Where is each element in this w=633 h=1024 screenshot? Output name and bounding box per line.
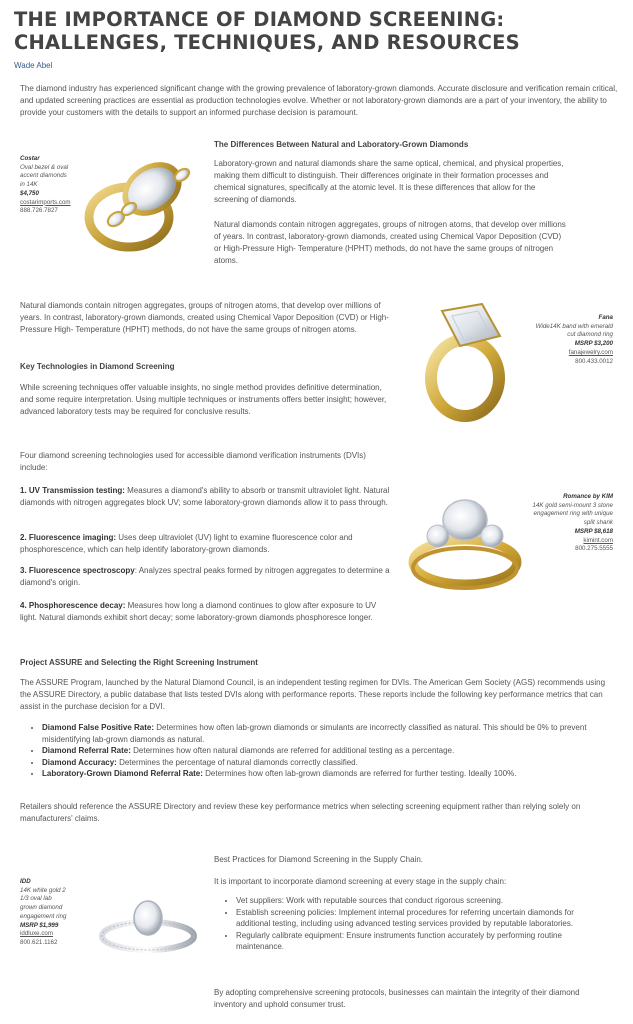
- assure-metrics-list: [20, 722, 624, 780]
- section-heading-assure: Project ASSURE and Selecting the Right Screening Instrument: [20, 658, 258, 667]
- intro-paragraph: The diamond industry has experienced significant change with the growing prevalence of laboratory-grown diamonds. Accurate disclosure and verification remain critical, and updated screening practices are essential as production technologies evolve. Whether or not laboratory-grown diamonds are a part of your inventory, the ability to provide your customers with the details to support an informed purchase decision is paramount.: [20, 84, 618, 117]
- dvi-item-2-label: 2. Fluorescence imaging:: [20, 533, 117, 542]
- fana-phone: 800.433.0012: [575, 357, 613, 365]
- romance-brand: Romance by KIM: [563, 493, 613, 500]
- costar-price: $4,750: [20, 189, 39, 197]
- metric-2-text: Determines how often natural diamonds are referred for additional testing as a percentage.: [130, 746, 455, 755]
- romance-url[interactable]: kimint.com: [583, 536, 613, 544]
- idd-ring-image: [96, 896, 200, 960]
- dvi-item-1-text: Measures a diamond's ability to absorb or transmit ultraviolet light. Natural diamonds with nitrogen aggregates block UV; some laboratory-grown diamonds allow it to pass through.: [20, 486, 390, 507]
- fana-caption: [505, 314, 613, 366]
- differences-paragraph-1: Laboratory-grown and natural diamonds share the same optical, chemical, and physical properties, making them difficult to distinguish. Their differences originate in their formation processes and chemical signatures, specifically at the atomic level. It is these differences that allow for the screening of diamonds.: [214, 159, 564, 204]
- dvi-item-3-text: : Analyzes spectral peaks formed by nitrogen aggregates to determine a diamond's origin.: [20, 566, 390, 587]
- dvi-item-1-label: 1. UV Transmission testing:: [20, 486, 125, 495]
- idd-desc-line-2: 1/3 oval lab: [20, 895, 52, 903]
- best-practices-closing: By adopting comprehensive screening protocols, businesses can maintain the integrity of their diamond inventory and uphold consumer trust.: [214, 988, 580, 1009]
- section-heading-best-practices: Best Practices for Diamond Screening in the Supply Chain.: [214, 855, 423, 864]
- fana-url[interactable]: fanajewelry.com: [568, 348, 613, 356]
- costar-desc-line-2: accent diamonds: [20, 172, 67, 180]
- fana-brand: Fana: [598, 314, 613, 321]
- metric-3-text: Determines the percentage of natural diamonds correctly classified.: [116, 757, 358, 767]
- romance-price: MSRP $8,618: [574, 527, 613, 535]
- dvi-intro: Four diamond screening technologies used for accessible diamond verification instruments (DVIs) include:: [20, 451, 366, 472]
- metric-4-label: Laboratory-Grown Diamond Referral Rate:: [42, 769, 203, 778]
- dvi-item-3: [20, 565, 395, 589]
- dvi-item-2-text: Uses deep ultraviolet (UV) light to examine fluorescence color and phosphorescence, which can help identify laboratory-grown diamonds.: [20, 533, 353, 554]
- idd-desc-line-1: 14K white gold 2: [20, 886, 66, 894]
- section-heading-differences: The Differences Between Natural and Laboratory-Grown Diamonds: [214, 140, 469, 149]
- idd-price: MSRP $1,999: [20, 921, 59, 929]
- best-practices-list: [214, 895, 596, 953]
- best-practice-3: • Regularly calibrate equipment: Ensure instruments function accurately by performing routine maintenance.: [236, 930, 596, 953]
- romance-desc-line-1: 14K gold semi-mount 3 stone: [532, 501, 613, 509]
- author-link[interactable]: Wade Abel: [14, 61, 53, 70]
- metric-referral-rate: [42, 745, 624, 757]
- costar-ring-image: [84, 147, 206, 257]
- article-title: THE IMPORTANCE OF DIAMOND SCREENING: CHALLENGES, TECHNIQUES, AND RESOURCES: [14, 8, 520, 54]
- fana-ring-image: [420, 296, 515, 426]
- romance-phone: 800.275.5555: [575, 545, 613, 553]
- costar-url[interactable]: costarimports.com: [20, 198, 71, 206]
- costar-desc-line-1: Oval bezel & oval: [20, 163, 69, 171]
- nitrogen-paragraph: Natural diamonds contain nitrogen aggregates, groups of nitrogen atoms, that develop over millions of years. In contrast, laboratory-grown diamonds, created using Chemical Vapor Deposition (CVD) or High-Pressure High- Temperature (HPHT) methods, do not have the same groups of nitrogen atoms.: [20, 301, 389, 334]
- costar-phone: 888.726.7827: [20, 207, 58, 215]
- best-practice-1: • Vet suppliers: Work with reputable sources that conduct rigorous screening.: [236, 895, 596, 907]
- metric-accuracy: [42, 757, 624, 769]
- assure-paragraph: The ASSURE Program, launched by the Natural Diamond Council, is an independent testing regimen for DVIs. The American Gem Society (AGS) recommends using the ASSURE Directory, a public database that lists tested DVIs along with performance reports. These reports include the following key performance metrics that can assist in the purchase decision for a DVI.: [20, 678, 606, 711]
- idd-caption: [20, 878, 90, 948]
- metric-1-text: Determines how often lab-grown diamonds or simulants are incorrectly classified as natural. This should be 0% to prevent misidentifying lab-grown diamonds as natural.: [42, 723, 587, 744]
- fana-desc-line-2: cut diamond ring: [567, 331, 613, 339]
- romance-desc-line-2: engagement ring with unique: [533, 510, 613, 518]
- differences-paragraph-2: Natural diamonds contain nitrogen aggregates, groups of nitrogen atoms, that develop over millions of years. In contrast, laboratory-grown diamonds, created using Chemical Vapor Deposition (CVD) or High-Pressure High- Temperature (HPHT) methods, do not have the same groups of nitrogen atoms.: [214, 220, 566, 265]
- best-practices-intro: It is important to incorporate diamond screening at every stage in the supply chain:: [214, 877, 507, 886]
- fana-desc-line-1: Wide14K band with emerald: [535, 322, 613, 330]
- dvi-item-4: [20, 600, 395, 624]
- romance-caption: [500, 493, 613, 554]
- metric-lab-grown-referral-rate: [42, 768, 624, 780]
- metric-1-label: Diamond False Positive Rate:: [42, 723, 155, 732]
- idd-desc-line-3: grown diamond: [20, 904, 63, 912]
- idd-phone: 800.621.1162: [20, 938, 58, 946]
- dvi-item-1: [20, 485, 395, 509]
- metric-2-label: Diamond Referral Rate:: [42, 746, 131, 755]
- idd-brand: IDD: [20, 878, 31, 885]
- romance-desc-line-3: split shank: [583, 519, 613, 527]
- idd-url[interactable]: iddluxe.com: [20, 930, 54, 938]
- key-technologies-paragraph: While screening techniques offer valuable insights, no single method provides definitive determination, and some require interpretation. Using multiple techniques or instruments offers better insight; however, advanced laboratory tests may be required for conclusive results.: [20, 383, 387, 416]
- dvi-item-4-text: Measures how long a diamond continues to glow after exposure to UV light. Natural diamonds exhibit short decay; some laboratory-grown diamonds phosphoresce longer.: [20, 601, 377, 622]
- metric-false-positive-rate: [42, 722, 624, 745]
- best-practice-2: • Establish screening policies: Implement internal procedures for referring uncertain diamonds for additional testing, including using advanced testing services provided by reputable laboratories.: [236, 907, 596, 930]
- metric-3-label: Diamond Accuracy:: [42, 757, 117, 767]
- idd-desc-line-4: engagement ring: [20, 912, 67, 920]
- costar-desc-line-3: in 14K: [20, 181, 38, 189]
- dvi-item-4-label: 4. Phosphorescence decay:: [20, 601, 126, 610]
- fana-price: MSRP $3,200: [574, 340, 613, 348]
- costar-brand: Costar: [20, 155, 40, 162]
- section-heading-key-technologies: Key Technologies in Diamond Screening: [20, 362, 175, 371]
- dvi-item-3-label: 3. Fluorescence spectroscopy: [20, 566, 135, 575]
- costar-caption: [20, 155, 90, 216]
- assure-closing-paragraph: Retailers should reference the ASSURE Directory and review these key performance metrics when selecting screening equipment rather than relying solely on manufacturers' claims.: [20, 802, 581, 823]
- dvi-item-2: [20, 532, 395, 556]
- metric-4-text: Determines how often lab-grown diamonds are referred for further testing. Ideally 100%.: [202, 769, 517, 778]
